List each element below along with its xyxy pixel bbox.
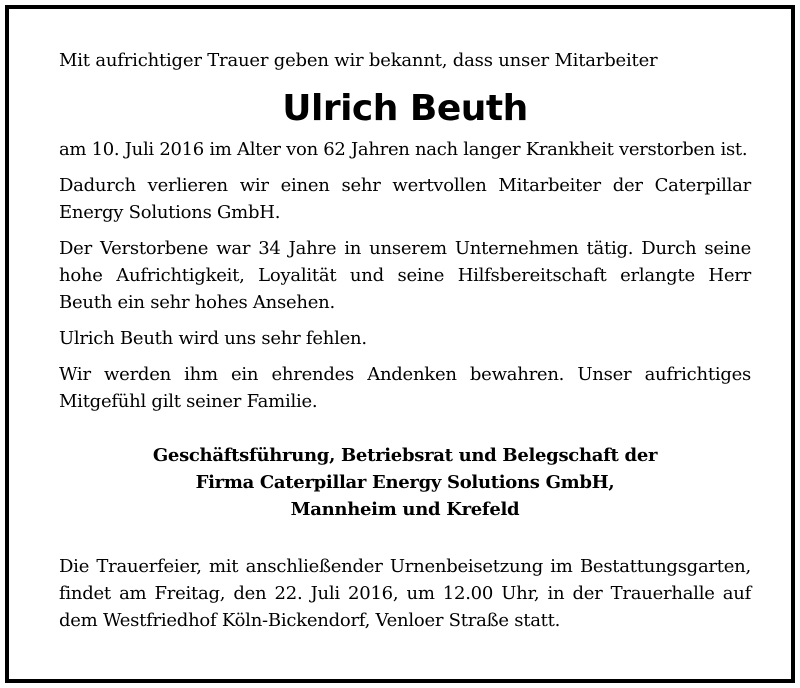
paragraph-loss: Dadurch verlieren wir einen sehr wertvollen Mitarbeiter der Caterpillar Energy Solutions GmbH. [59,175,751,223]
notice-content [59,47,751,634]
deceased-name: Ulrich Beuth [282,88,528,129]
obituary-notice [5,5,795,683]
paragraph-remembrance: Wir werden ihm ein ehrendes Andenken bewahren. Unser aufrichtiges Mitgefühl gilt seiner Familie. [59,364,751,412]
ceremony-details: Die Trauerfeier, mit anschließender Urnenbeisetzung im Bestattungsgarten, findet am Freitag, den 22. Juli 2016, um 12.00 Uhr, in der Trauerhalle auf dem Westfriedhof Köln-Bickendorf, Venloer Straße statt. [59,556,751,631]
signature-line: Geschäftsführung, Betriebsrat und Belegschaft der [152,445,658,466]
paragraph-death: am 10. Juli 2016 im Alter von 62 Jahren nach langer Krankheit verstorben ist. [59,139,748,160]
signature-block [59,442,751,523]
paragraph-missed: Ulrich Beuth wird uns sehr fehlen. [59,328,367,349]
signature-line: Firma Caterpillar Energy Solutions GmbH, [195,472,615,493]
paragraph-career: Der Verstorbene war 34 Jahre in unserem Unternehmen tätig. Durch seine hohe Aufrichtigkeit, Loyalität und seine Hilfsbereitschaft erlangte Herr Beuth ein sehr hohes Ansehen. [59,238,751,313]
signature-line: Mannheim und Krefeld [290,499,520,520]
intro-text: Mit aufrichtiger Trauer geben wir bekannt, dass unser Mitarbeiter [59,50,658,71]
